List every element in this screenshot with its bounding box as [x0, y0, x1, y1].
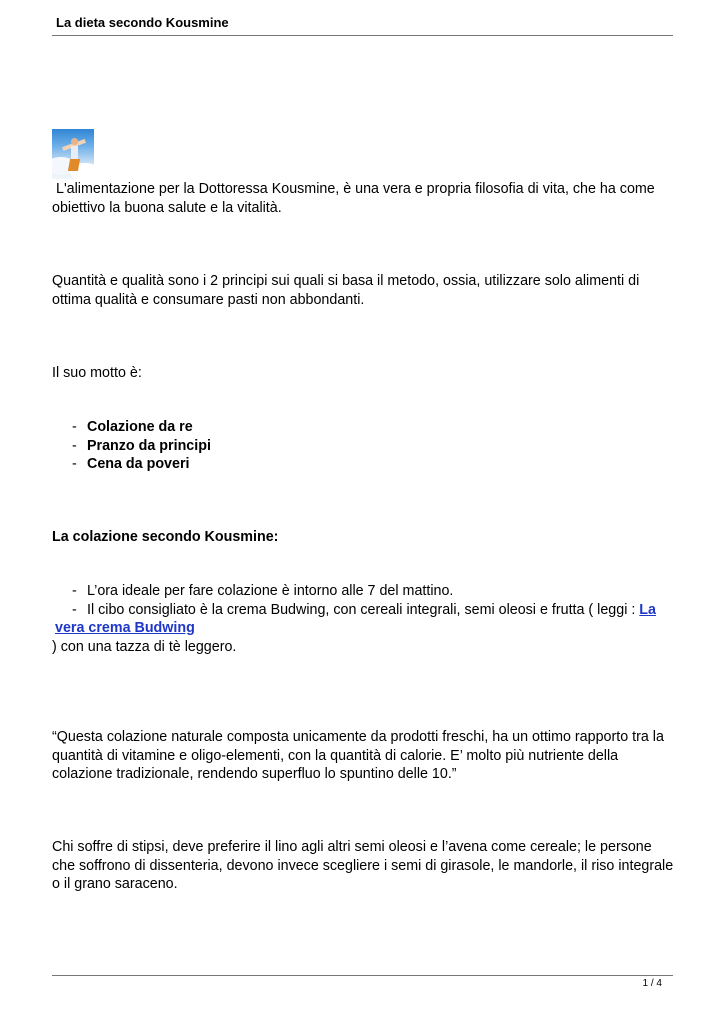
motto-list	[52, 418, 677, 474]
list-item-continuation	[52, 619, 677, 638]
intro-paragraph: L'alimentazione per la Dottoressa Kousmine, è una vera e propria filosofia di vita, che ha come obiettivo la buona salute e la vitalità.	[52, 181, 655, 216]
budwing-link[interactable]: La	[639, 601, 656, 618]
bullet-dash: -	[72, 419, 77, 435]
motto-item: Colazione da re	[87, 419, 193, 435]
footer-divider	[52, 975, 673, 976]
photo-figure-legs	[68, 159, 80, 171]
quote-paragraph: “Questa colazione naturale composta unicamente da prodotti freschi, ha un ottimo rapporto tra la quantità di vitamine e oligo-elementi, con la quantità di calorie. E’ molto più nutriente della colazione tradizionale, rendendo superfluo lo spuntino delle 10.”	[52, 729, 664, 782]
advice-paragraph: Chi soffre di stipsi, deve preferire il lino agli altri semi oleosi e l’avena come cereale; le persone che soffrono di dissenteria, devono invece scegliere i semi di girasole, le mandorle, il riso integrale o il grano saraceno.	[52, 839, 674, 892]
list-item	[52, 601, 677, 620]
budwing-link[interactable]: vera crema Budwing	[55, 620, 195, 636]
list-item	[52, 437, 677, 456]
list-item-continuation: ) con una tazza di tè leggero.	[52, 638, 237, 655]
bullet-dash: -	[72, 437, 77, 454]
article-photo	[52, 129, 94, 179]
bullet-dash: -	[72, 583, 77, 599]
photo-figure-body	[71, 146, 78, 160]
page-number: 1 / 4	[642, 978, 662, 989]
motto-item: Cena da poveri	[87, 456, 190, 472]
breakfast-item-food: Il cibo consigliato è la crema Budwing, con cereali integrali, semi oleosi e frutta ( leggi :	[87, 601, 640, 618]
document-title: La dieta secondo Kousmine	[56, 15, 229, 30]
breakfast-heading: La colazione secondo Kousmine:	[52, 529, 279, 545]
motto-item: Pranzo da principi	[87, 437, 211, 454]
photo-figure-head	[71, 138, 78, 145]
motto-label: Il suo motto è:	[52, 365, 142, 381]
bullet-dash: -	[72, 456, 77, 472]
header-divider	[52, 35, 673, 36]
bullet-dash: -	[72, 601, 77, 618]
breakfast-item-time: L’ora ideale per fare colazione è intorno alle 7 del mattino.	[87, 583, 454, 599]
principles-paragraph: Quantità e qualità sono i 2 principi sui quali si basa il metodo, ossia, utilizzare solo alimenti di ottima qualità e consumare pasti non abbondanti.	[52, 273, 640, 308]
breakfast-list	[52, 582, 677, 656]
list-item	[52, 582, 677, 601]
list-item	[52, 418, 677, 437]
list-item	[52, 455, 677, 474]
